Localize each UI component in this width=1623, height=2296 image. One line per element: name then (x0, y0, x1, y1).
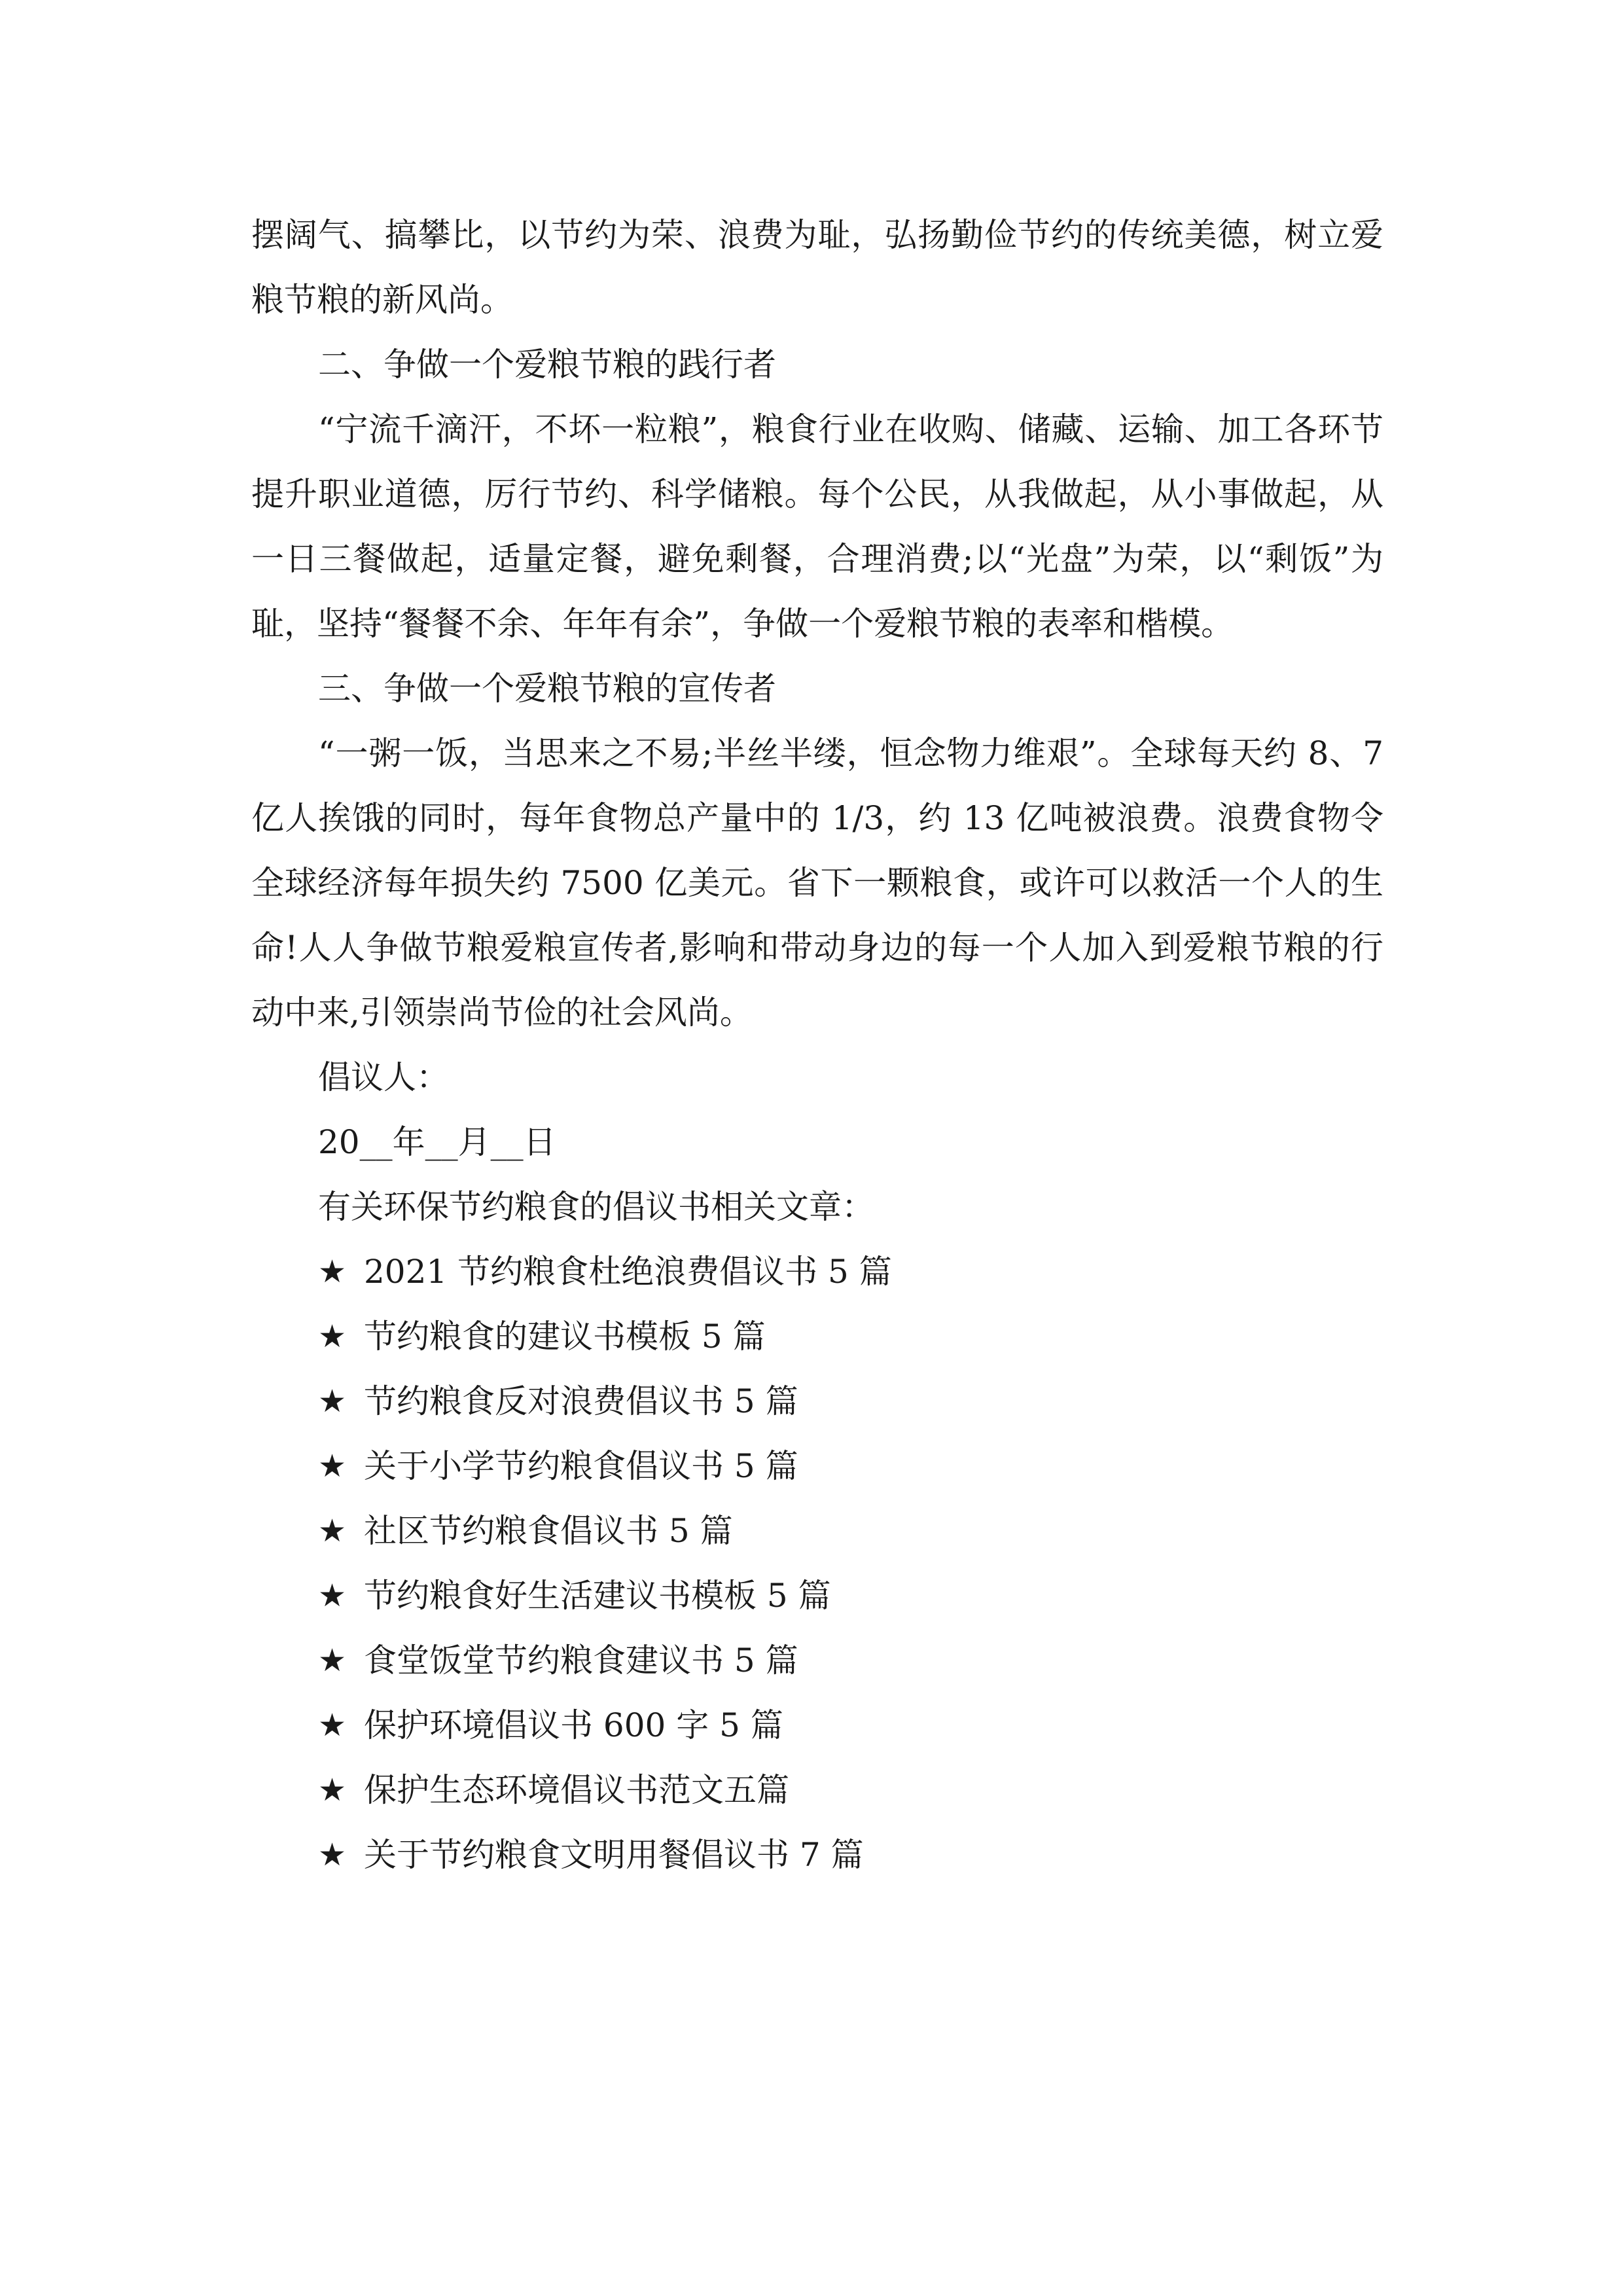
star-icon: ★ (318, 1513, 347, 1549)
related-heading: 有关环保节约粮食的倡议书相关文章： (318, 1188, 874, 1226)
star-icon: ★ (318, 1318, 347, 1355)
list-item[interactable] (251, 1628, 1383, 1693)
related-article-link[interactable]: 关于小学节约粮食倡议书 5 篇 (364, 1447, 798, 1485)
paragraph-5: “一粥一饭，当思来之不易;半丝半缕，恒念物力维艰”。全球每天约 8、7 亿人挨饿的同时，每年食物总产量中的 1/3，约 13 亿吨被浪费。浪费食物令全球经济每年损失约 7500 亿美元。省下一颗粮食，或许可以救活一个人的生命!人人争做节粮爱粮宣传者,影响和带动身边的每一个人加入到爱粮节粮的行动中来,引领崇尚节俭的社会风尚。 (251, 734, 1383, 1031)
star-icon: ★ (318, 1642, 347, 1679)
list-item[interactable] (251, 1693, 1383, 1758)
list-item[interactable] (251, 1369, 1383, 1434)
star-icon: ★ (318, 1707, 347, 1744)
list-item[interactable] (251, 1499, 1383, 1564)
document-body (251, 203, 1383, 1888)
list-item[interactable] (251, 1758, 1383, 1823)
related-article-link[interactable]: 保护环境倡议书 600 字 5 篇 (364, 1706, 783, 1744)
related-article-link[interactable]: 关于节约粮食文明用餐倡议书 7 篇 (364, 1836, 864, 1874)
list-item[interactable] (251, 1304, 1383, 1369)
paragraph-1: 摆阔气、搞攀比，以节约为荣、浪费为耻，弘扬勤俭节约的传统美德，树立爱粮节粮的新风尚。 (251, 216, 1383, 319)
related-article-link[interactable]: 2021 节约粮食杜绝浪费倡议书 5 篇 (364, 1253, 892, 1291)
list-item[interactable] (251, 1823, 1383, 1888)
star-icon: ★ (318, 1772, 347, 1808)
paragraph-3: “宁流千滴汗，不坏一粒粮”，粮食行业在收购、储藏、运输、加工各环节提升职业道德，厉行节约、科学储粮。每个公民，从我做起，从小事做起，从一日三餐做起，适量定餐，避免剩餐，合理消费;以“光盘”为荣，以“剩饭”为耻，坚持“餐餐不余、年年有余”，争做一个爱粮节粮的表率和楷模。 (251, 410, 1383, 643)
star-icon: ★ (318, 1577, 347, 1614)
star-icon: ★ (318, 1253, 347, 1290)
related-article-link[interactable]: 节约粮食反对浪费倡议书 5 篇 (364, 1382, 798, 1420)
list-item[interactable] (251, 1564, 1383, 1628)
related-article-link[interactable]: 保护生态环境倡议书范文五篇 (364, 1771, 789, 1809)
list-item[interactable] (251, 1434, 1383, 1499)
star-icon: ★ (318, 1837, 347, 1873)
list-item[interactable] (251, 1240, 1383, 1304)
related-article-link[interactable]: 节约粮食的建议书模板 5 篇 (364, 1318, 766, 1355)
section-heading-3: 三、争做一个爱粮节粮的宣传者 (318, 670, 776, 708)
related-article-link[interactable]: 社区节约粮食倡议书 5 篇 (364, 1512, 733, 1550)
star-icon: ★ (318, 1448, 347, 1484)
section-heading-2: 二、争做一个爱粮节粮的践行者 (318, 346, 776, 384)
related-article-link[interactable]: 食堂饭堂节约粮食建议书 5 篇 (364, 1641, 798, 1679)
date-line: 20__年__月__日 (318, 1123, 556, 1161)
signer-label: 倡议人： (318, 1058, 449, 1096)
related-articles-list (251, 1240, 1383, 1888)
related-article-link[interactable]: 节约粮食好生活建议书模板 5 篇 (364, 1577, 831, 1615)
star-icon: ★ (318, 1383, 347, 1420)
